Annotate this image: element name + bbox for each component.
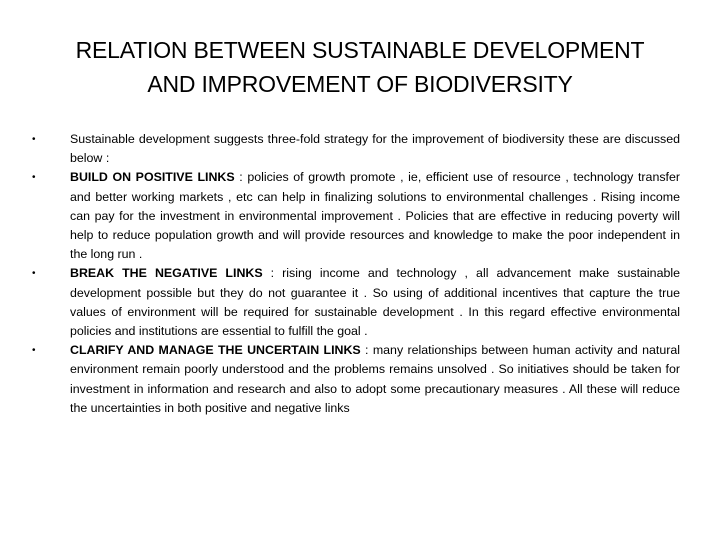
bullet-text: : rising income and technology , all advancement make sustainable development possible but they do not guarantee it . So using of additional incentives that capture the true values of environment will be required for sustainable development . In this regard effective environmental policies and institutions are essential to fulfill the goal . — [70, 266, 680, 339]
bullet-marker: • — [32, 345, 36, 357]
bullet-lead: BREAK THE NEGATIVE LINKS — [70, 266, 263, 281]
bullet-list — [32, 130, 680, 418]
bullet-item-uncertain-links — [32, 341, 680, 418]
slide-title — [40, 33, 680, 101]
bullet-item-positive-links — [32, 168, 680, 264]
bullet-marker: • — [32, 172, 36, 184]
slide-title-line-2: AND IMPROVEMENT OF BIODIVERSITY — [147, 71, 573, 97]
bullet-text: : policies of growth promote , ie, efficient use of resource , technology transfer and better working markets , etc can help in finalizing solutions to environmental challenges . Rising income can pay for the investment in environmental improvement . Policies that are effective in reducing poverty will help to reduce population growth and will provide resources and knowledge to make the poor independent in the long run . — [70, 170, 680, 262]
bullet-item-negative-links — [32, 264, 680, 341]
bullet-marker: • — [32, 134, 36, 145]
bullet-lead: CLARIFY AND MANAGE THE UNCERTAIN LINKS — [70, 343, 361, 358]
bullet-marker: • — [32, 268, 36, 280]
bullet-text: Sustainable development suggests three-fold strategy for the improvement of biodiversity these are discussed below : — [70, 132, 680, 166]
bullet-lead: BUILD ON POSITIVE LINKS — [70, 170, 235, 185]
bullet-item-intro — [32, 130, 680, 168]
bullet-text: : many relationships between human activity and natural environment remain poorly understood and the problems remains unsolved . So initiatives should be taken for investment in information and research and also to adopt some precautionary measures . All these will reduce the uncertainties in both positive and negative links — [70, 343, 680, 415]
slide-title-line-1: RELATION BETWEEN SUSTAINABLE DEVELOPMENT — [75, 37, 645, 63]
